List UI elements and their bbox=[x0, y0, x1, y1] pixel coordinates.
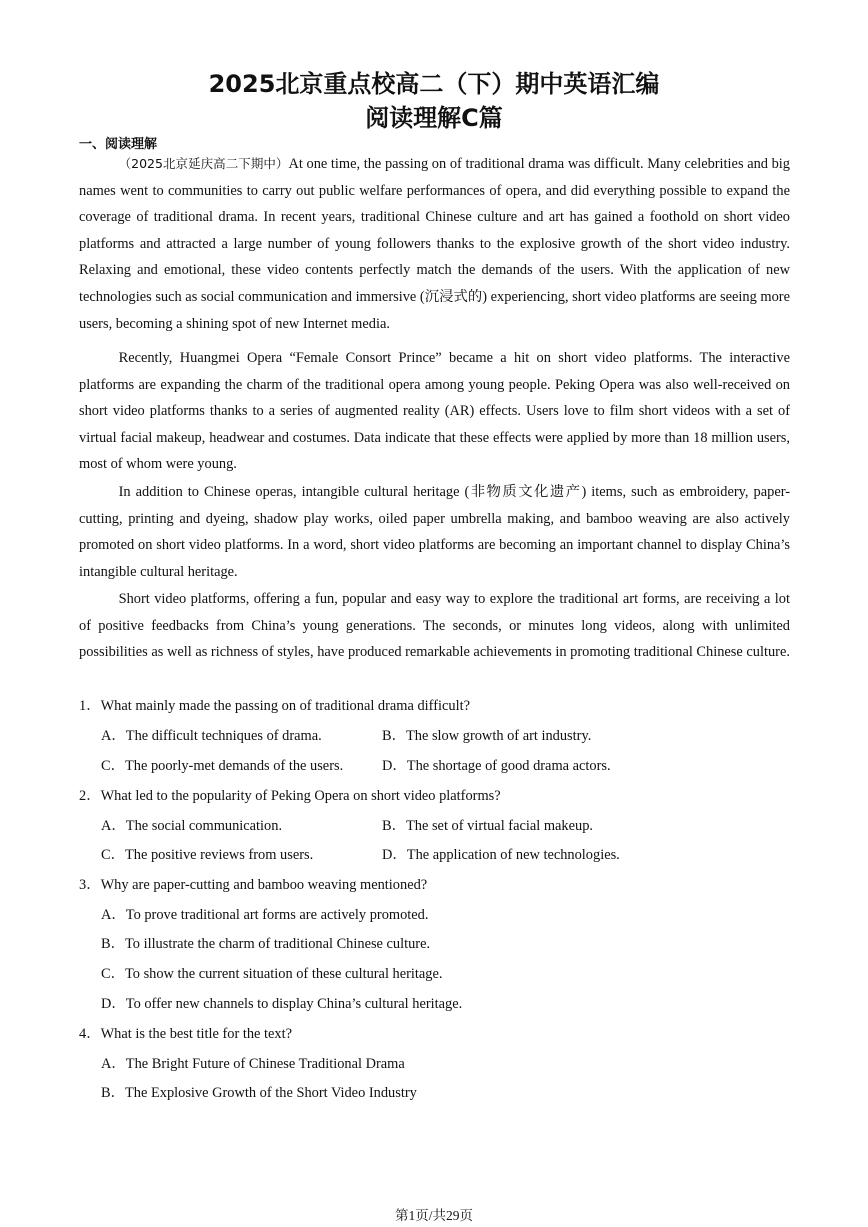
question-1-option-b: B．The slow growth of art industry. bbox=[382, 728, 592, 744]
passage-paragraph-1 bbox=[79, 151, 790, 337]
document-subtitle: 阅读理解C篇 bbox=[365, 104, 503, 132]
question-4-option-a: A．The Bright Future of Chinese Traditional Drama bbox=[101, 1056, 405, 1072]
passage-paragraph-1-text: At one time, the passing on of traditional drama was difficult. Many celebrities and big names went to communities to carry out public welfare performances of opera, and did everything possible to expand the coverage of traditional drama. In recent years, traditional Chinese culture and art has gained a foothold on short video platforms and attracted a large number of young followers thanks to the explosive growth of the short video industry. Relaxing and emotional, these video contents perfectly match the demands of the users. With the application of new technologies such as social communication and immersive (沉浸式的) experiencing, short video platforms are seeing more users, becoming a shining spot of new Internet media. bbox=[79, 156, 790, 332]
section-heading: 一、阅读理解 bbox=[79, 137, 158, 152]
page-number: 第1页/共29页 bbox=[394, 1208, 473, 1223]
question-3-option-a: A．To prove traditional art forms are actively promoted. bbox=[101, 907, 429, 923]
passage-paragraph-2: Recently, Huangmei Opera “Female Consort Prince” became a hit on short video platforms. The interactive platforms are expanding the charm of the traditional opera among young people. Peking Opera was also well-received on short video platforms thanks to a series of augmented reality (AR) effects. Users love to film short videos with a set of virtual facial makeup, headwear and costumes. Data indicate that these effects were applied by more than 18 million users, most of whom were young. bbox=[79, 350, 790, 473]
question-1-option-a: A．The difficult techniques of drama. bbox=[101, 728, 322, 744]
question-1-stem: 1．What mainly made the passing on of traditional drama difficult? bbox=[79, 698, 470, 714]
question-2-option-d: D．The application of new technologies. bbox=[382, 847, 620, 863]
question-2-option-c: C．The positive reviews from users. bbox=[101, 847, 314, 863]
question-3-stem: 3．Why are paper-cutting and bamboo weaving mentioned? bbox=[79, 877, 428, 893]
question-1-option-c: C．The poorly-met demands of the users. bbox=[101, 758, 344, 774]
question-3-option-c: C．To show the current situation of these cultural heritage. bbox=[101, 966, 443, 982]
question-4-stem: 4．What is the best title for the text? bbox=[79, 1026, 292, 1042]
question-2-option-b: B．The set of virtual facial makeup. bbox=[382, 818, 593, 834]
question-2-option-a: A．The social communication. bbox=[101, 818, 283, 834]
passage-paragraph-3: In addition to Chinese operas, intangible cultural heritage (非物质文化遗产) items, such as embroidery, paper-cutting, printing and dyeing, shadow play works, oiled paper umbrella making, and bamboo weaving are also actively promoted on short video platforms. In a word, short video platforms are becoming an important channel to display China’s intangible cultural heritage. bbox=[79, 484, 790, 580]
passage-paragraph-4: Short video platforms, offering a fun, popular and easy way to explore the traditional art forms, are receiving a lot of positive feedbacks from China’s young generations. The seconds, or minutes long videos, along with unlimited possibilities as well as richness of styles, have produced remarkable achievements in promoting traditional Chinese culture. bbox=[79, 591, 790, 661]
question-3-option-b: B．To illustrate the charm of traditional Chinese culture. bbox=[101, 936, 431, 952]
document-title: 2025北京重点校高二（下）期中英语汇编 bbox=[208, 70, 660, 98]
question-4-option-b: B．The Explosive Growth of the Short Video Industry bbox=[101, 1085, 417, 1101]
question-1-option-d: D．The shortage of good drama actors. bbox=[382, 758, 611, 774]
question-2-stem: 2．What led to the popularity of Peking Opera on short video platforms? bbox=[79, 788, 501, 804]
source-tag: （2025北京延庆高二下期中） bbox=[118, 156, 289, 171]
question-3-option-d: D．To offer new channels to display China’s cultural heritage. bbox=[101, 996, 463, 1012]
